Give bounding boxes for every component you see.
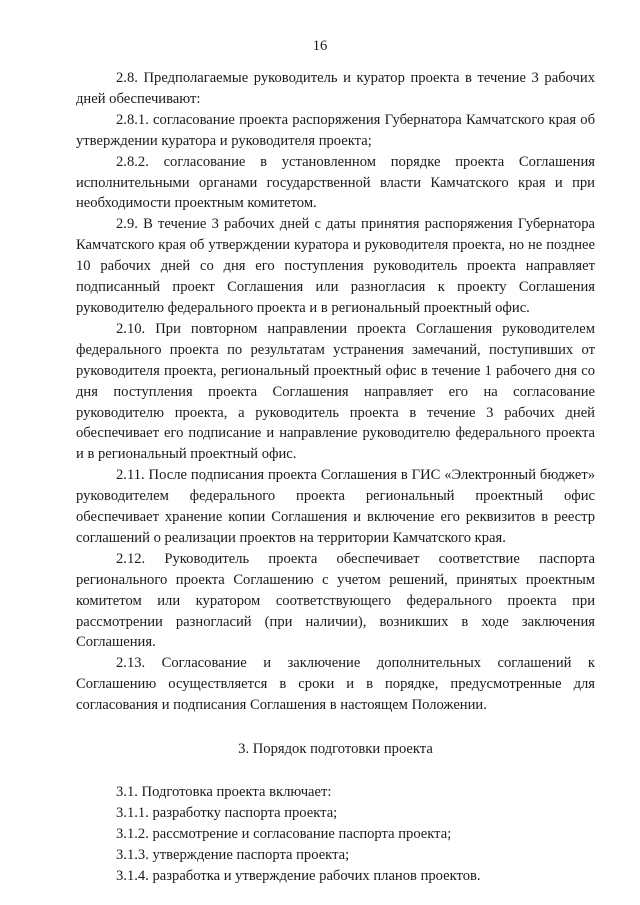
paragraph-2-8-1: 2.8.1. согласование проекта распоряжения Губернатора Камчатского края об утверждении куратора и руководителя проекта; xyxy=(76,111,595,149)
paragraph-2-12: 2.12. Руководитель проекта обеспечивает соответствие паспорта регионального проекта Соглашению с учетом решений, принятых проектным комитетом или куратором соответствующего федерального проекта при рассмотрении разногласий (при наличии), возникших в ходе заключения Соглашения. xyxy=(76,550,595,651)
page-number: 16 xyxy=(312,38,328,54)
list-item-3-1-4: 3.1.4. разработка и утверждение рабочих планов проектов. xyxy=(116,867,481,884)
document-body xyxy=(76,68,595,887)
section-heading: 3. Порядок подготовки проекта xyxy=(238,741,433,758)
list-item-3-1-3: 3.1.3. утверждение паспорта проекта; xyxy=(116,846,350,863)
paragraph-2-8-2: 2.8.2. согласование в установленном порядке проекта Соглашения исполнительными органами государственной власти Камчатского края и при необходимости проектным комитетом. xyxy=(76,153,595,212)
paragraph-2-10: 2.10. При повторном направлении проекта Соглашения руководителем федерального проекта по результатам устранения замечаний, поступивших от руководителя проекта, региональный проектный офис в течение 1 рабочего дня со дня поступления проекта Соглашения направляет его на согласование руководителю проекта, а руководитель проекта в течение 3 рабочих дней обеспечивает его подписание и направление руководителю федерального проекта и в региональный проектный офис. xyxy=(76,320,595,463)
list-item-3-1-1: 3.1.1. разработку паспорта проекта; xyxy=(116,804,338,821)
paragraph-2-9: 2.9. В течение 3 рабочих дней с даты принятия распоряжения Губернатора Камчатского края об утверждении куратора и руководителя проекта, но не позднее 10 рабочих дней со дня его поступления руководитель проекта направляет подписанный проект Соглашения или разногласия к проекту Соглашения руководителю федерального проекта и в региональный проектный офис. xyxy=(76,216,595,316)
list-item-3-1: 3.1. Подготовка проекта включает: xyxy=(116,784,332,800)
paragraph-2-13: 2.13. Согласование и заключение дополнительных соглашений к Соглашению осуществляется в сроки и в порядке, предусмотренные для согласования и подписания Соглашения в настоящем Положении. xyxy=(76,655,595,714)
list-item-3-1-2: 3.1.2. рассмотрение и согласование паспорта проекта; xyxy=(116,825,452,842)
paragraph-2-11: 2.11. После подписания проекта Соглашения в ГИС «Электронный бюджет» руководителем федерального проекта региональный проектный офис обеспечивает хранение копии Соглашения и включение его реквизитов в реестр соглашений о реализации проектов на территории Камчатского края. xyxy=(76,467,595,546)
paragraph-2-8: 2.8. Предполагаемые руководитель и куратор проекта в течение 3 рабочих дней обеспечивают: xyxy=(76,70,595,107)
